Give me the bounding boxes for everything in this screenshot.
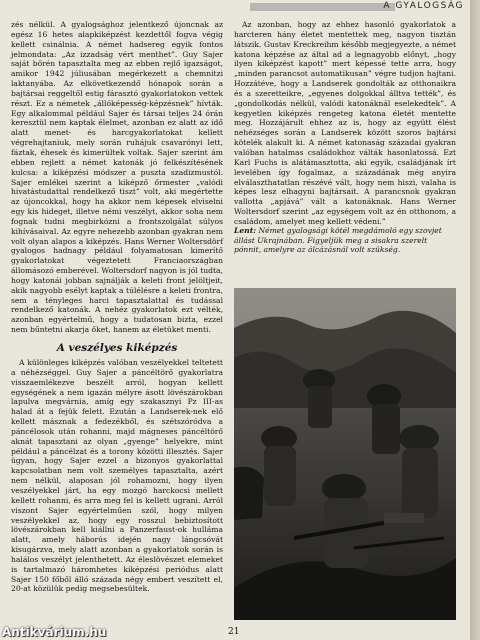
photo-caption bbox=[234, 226, 456, 255]
body-paragraph: A különleges kiképzés valóban veszélyekkel teltetett a néhézséggel. Guy Sajer a páncéltörő gyakorlatra visszaemlékezve beszélt arról, hogyan kellett egységének a nem igazán mélyre ásott lövészárokban lapulva megvárnia, amíg egy szakasznyi Pz III-as halad át a fejük felett. Ezután a Landserek-nek elő kellett másznak a fedezékből, és szétszóródva a páncélosok után rohanni, majd mágneses páncéltörő aknát tapasztani az olyan „gyenge” helyekre, mint például a páncélzat és a torony közötti illesztés. Sajer ügyan, hogy Sajer ezzel a bizonyos gyakorlattal kapcsolatban nem volt személyes tapasztalta, azért nem nélkül, alaposan jól rohamozni, hogy ilyen veszélyekkel járt, ha egy mozgó harckocsi mellett kellett rohanni, és arra meg fel is kellett ugrani. Arról viszont Sajer egyértelműen szól, hogy milyen veszélyekkel az, hogy egy rosszul bebiztosított lövészárokban kell kiállni a Panzerfaust-ok hulláma alatt, amely háborús idején nagy lángcsóvát kisugárzva, mely alatt azonban a gyakorlatok során is halálos veszélyt jelenthetett. Az éleslövészet elemeket is tartalmazó háromhetes kiképzési periódus alatt Sajer 150 főből álló százada négy embert veszített el, 20-at közülük pedig megsebesültek. bbox=[11, 358, 223, 594]
body-paragraph: Az azonban, hogy az ehhez hasonló gyakorlatok a harcteren hány életet mentettek meg, nagyon tisztán látszik. Gustav Kreckreihm később megjegyezte, a német katona képzése az által ad a legnagyobb előnyt, „hogy ilyen kiképzést kapott” mert képessé tette arra, hogy „minden parancsot automatikusan” végre tudjon hajtani. Hozzátéve, hogy a Landserek gondolták az otthonaikra és a szeretteikre, „egyenes dolgokkal álltva tették”, és „gondolkodás nélkül, valódi katonáknál eselekedtek”. A kegyetlen kiképzés rengeteg katona életét mentette meg. Hozzájárult ehhez az is, hogy az együtt élést nehézséges során a Landserek között szoros bajtársi kötelék alakult ki. A német katonaság századai gyakran valóban hatalmas családokhoz válták hasonlatossá. Ezt Karl Fuchs is alátámasztotta, aki egyik, családjának írt levelében így fogalmaz, a századának még anyira elválaszthatatlan részévé vált, hogy nem hiszi, valaha is képes lesz elhagyni bajtársait. A parancsnok gyakran vallotta „apjává” vált a katonáknak. Hans Werner Woltersdorf szerint „az egységem volt az én otthonom, a családom, amelyet meg kellett védeni.” bbox=[234, 20, 456, 226]
caption-lead: Lent: bbox=[234, 226, 257, 235]
watermark: Antikvárium.hu bbox=[2, 625, 107, 639]
soldiers-photo bbox=[234, 288, 456, 620]
section-heading: A veszélyes kiképzés bbox=[56, 342, 178, 354]
running-header bbox=[0, 0, 480, 16]
left-column bbox=[11, 20, 223, 594]
page-edge-shadow bbox=[470, 0, 480, 640]
page-number: 21 bbox=[228, 627, 240, 637]
body-paragraph: zés nélkül. A gyalogsághoz jelentkező újoncnak az egész 16 hetes alapkiképzést kezdettől fogva végig kellett csinálnia. A német hadsereg egyik fontos jelmondata: „Az izzadság vért menthet”. Guy Sajer saját bőrén tapasztalta meg az ebben rejlő igazságot, amikor 1942 júliusában megérkezett a chemnitzi laktanyába. Az elkövetkezendő hónapok során a bajtársai reggeltől estig fárasztó gyakorlatokon vettek részt. Ez a németek „állóképesség-képzésnek” hívták. Egy alkalommal például Sajer és társai teljes 24 órán keresztül nem kaptak élelmet, azonban ez alatt az idő alatt menet- és harcgyakorlatokat kellett végrehajtaniuk, mely során ruhájuk csavarónyi lett, fáztak, éhesek és kimerültek voltak. Sajer szerint ám ebben rejlett a német katonák jó felkészítésének kulcsa: a kiképzési módszer a puszta szadizmustól. Sajer emlékei szerint a kiképző őrmester „valódi hivatástudattal rendelkező tiszt” volt, aki megértette az újoncokkal, hogy ha akkor nem képesek elviselni egy kis hideget, illetve némi veszélyt, akkor soha nem fognak tudni megbirkózni a frontszolgálat súlyos kihívásaival. Az egyre nehezebb azonban gyakran nem volt olyan alapos a kiképzés. Hans Werner Woltersdörf gyalogos hadnagy például folyamatosan kimerítő gyakorlatokat végeztetett Franciaországban állomásozó emberével. Woltersdorf nagyon is jól tudta, hogy katonái jobban sajnálják a keleti front jelöltjeit, akik nagyobb esélyt kaptak a túlélésre a keleti frontra, sem a tényleges harci tapasztalattal és tudással rendelkező katonák. A nehéz gyakorlatok ezt vélték, azonban egyértelmű, hogy a tudatosan bizta, ezzel nem bűntetni akarja őket, hanem az életüket menti. bbox=[11, 20, 223, 335]
header-rule bbox=[250, 3, 395, 11]
caption-text: Német gyalogsági kötél megdámoló egy szovjet állást Ukrajnában. Figyeljük meg a sisakra szerelt pónnit, amelyre az álcázásnál volt szükség. bbox=[234, 226, 442, 255]
section-title: A GYALOGSÁG bbox=[383, 1, 464, 11]
right-column bbox=[234, 20, 456, 227]
